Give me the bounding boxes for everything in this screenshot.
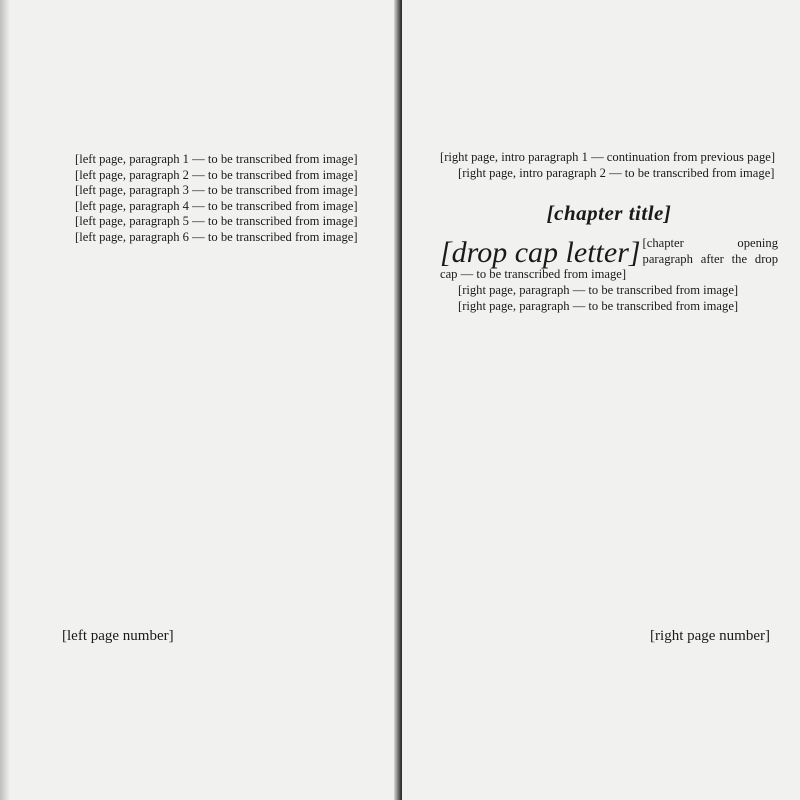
chapter-title: [chapter title] [546,201,672,226]
paragraph: [right page, intro paragraph 1 — continuation from previous page] [440,150,776,164]
paragraph: [left page, paragraph 1 — to be transcribed from image] [75,152,358,166]
paragraph: [right page, paragraph — to be transcribed from image] [458,282,739,297]
right-page [402,0,800,800]
paragraph: [left page, paragraph 4 — to be transcribed from image] [75,198,358,213]
paragraph: [right page, paragraph — to be transcribed from image] [458,298,739,313]
left-page-text [57,152,376,246]
page-number: [left page number] [62,628,174,644]
paragraph: [left page, paragraph 3 — to be transcribed from image] [75,183,358,198]
page-edge-shadow [0,0,10,800]
drop-cap: [drop cap letter] [440,236,641,270]
right-page-text [440,150,778,314]
paragraph: [left page, paragraph 5 — to be transcribed from image] [75,214,358,229]
chapter-opening-paragraph [440,236,778,283]
paragraph: [left page, paragraph 6 — to be transcribed from image] [75,229,358,244]
paragraph-text: [chapter opening paragraph after the drop cap — to be transcribed from image] [440,236,778,282]
paragraph: [left page, paragraph 2 — to be transcribed from image] [75,167,358,182]
page-number: [right page number] [650,628,770,644]
paragraph: [right page, intro paragraph 2 — to be transcribed from image] [458,165,775,180]
